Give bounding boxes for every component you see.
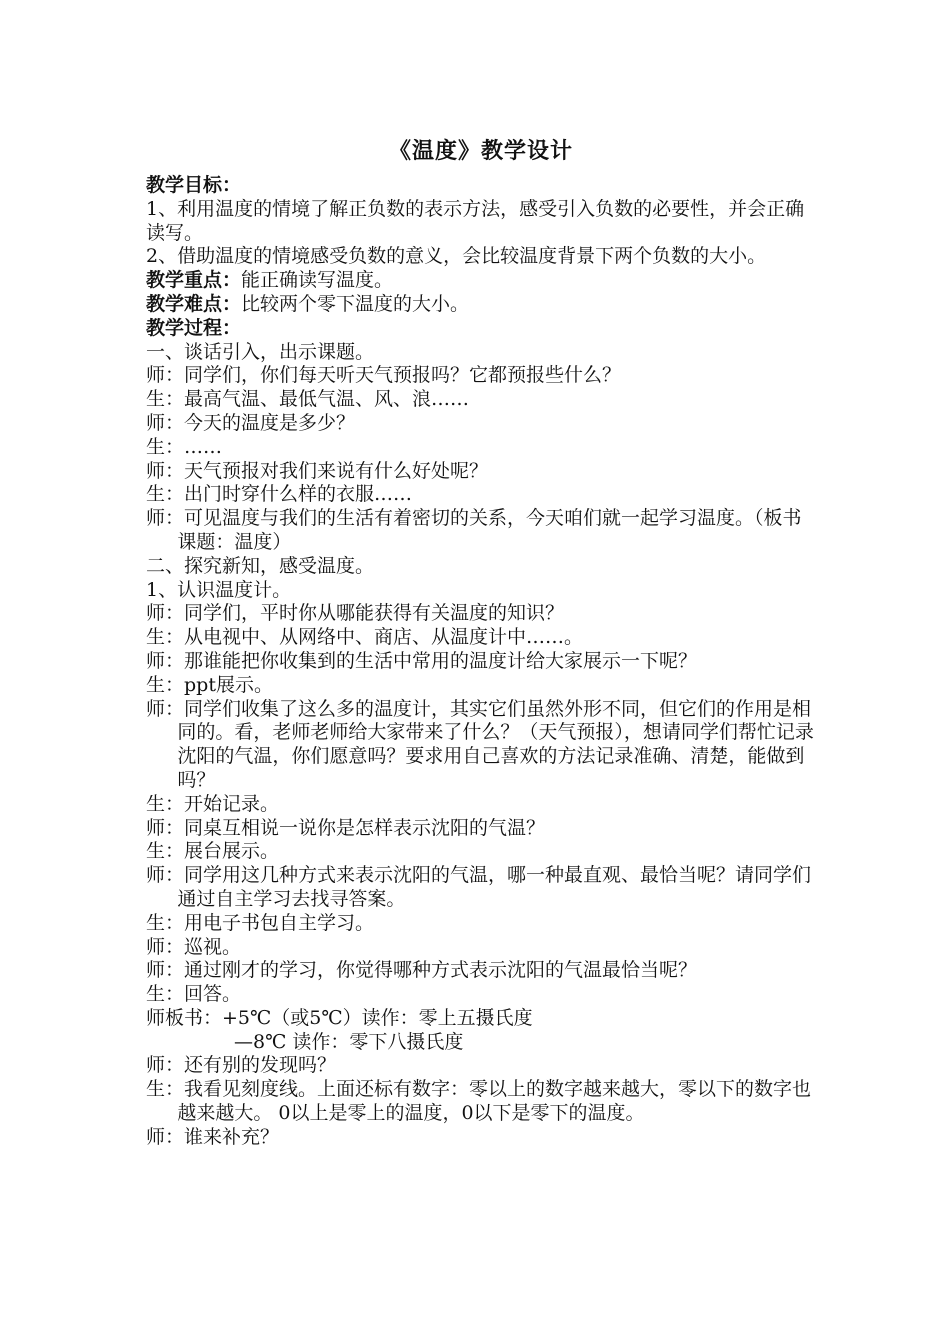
goals-heading: 教学目标： — [146, 174, 242, 196]
process-line: 师：可见温度与我们的生活有着密切的关系，今天咱们就一起学习温度。（板书课题：温度） — [146, 507, 802, 553]
process-line: 1、认识温度计。 — [146, 578, 292, 601]
process-line: 师：今天的温度是多少？ — [146, 411, 356, 434]
key-point — [146, 269, 816, 293]
process-line: 师：那谁能把你收集到的生活中常用的温度计给大家展示一下呢？ — [146, 649, 698, 672]
process-line: 师：谁来补充？ — [146, 1125, 280, 1148]
process-line: 生：ppt展示。 — [146, 673, 273, 696]
process-line: 师：还有别的发现吗？ — [146, 1054, 337, 1077]
process-line: 生：开始记录。 — [146, 792, 280, 815]
process-line: 师：同学用这几种方式来表示沈阳的气温，哪一种最直观、最恰当呢？请同学们通过自主学习去找寻答案。 — [146, 864, 812, 910]
process-line: 生：展台展示。 — [146, 840, 280, 863]
document-title: 《温度》教学设计 — [388, 138, 573, 164]
board-line-2: —8℃ 读作：零下八摄氏度 — [234, 1030, 464, 1053]
goal-item-1: 1、利用温度的情境了解正负数的表示方法，感受引入负数的必要性，并会正确读写。 — [146, 197, 805, 244]
process-line: 二、探究新知，感受温度。 — [146, 554, 375, 577]
process-line: 生：…… — [146, 435, 223, 458]
process-line: 生：回答。 — [146, 983, 242, 1006]
goal-item-2: 2、借助温度的情境感受负数的意义，会比较温度背景下两个负数的大小。 — [146, 245, 767, 268]
difficulty — [146, 293, 816, 317]
process-line: 师：同学们，你们每天听天气预报吗？它都预报些什么？ — [146, 364, 622, 387]
key-point-label: 教学重点： — [146, 269, 242, 292]
process-line: 师：通过刚才的学习，你觉得哪种方式表示沈阳的气温最恰当呢？ — [146, 959, 698, 982]
process-line: 师：同学们收集了这么多的温度计，其实它们虽然外形不同，但它们的作用是相同的。看，老师老师给大家带来了什么？（天气预报），想请同学们帮忙记录沈阳的气温，你们愿意吗？要求用自己喜欢的方法记录准确、清楚，能做到吗？ — [146, 697, 814, 791]
process-line: 师：天气预报对我们来说有什么好处呢？ — [146, 459, 489, 482]
difficulty-text: 比较两个零下温度的大小。 — [241, 292, 470, 315]
document-page — [146, 136, 816, 1150]
process-line: 师：同学们，平时你从哪能获得有关温度的知识？ — [146, 602, 565, 625]
difficulty-label: 教学难点： — [146, 292, 242, 315]
process-line: 一、谈话引入，出示课题。 — [146, 340, 375, 363]
key-point-text: 能正确读写温度。 — [241, 269, 394, 292]
board-line-1: 师板书：+5℃（或5℃）读作：零上五摄氏度 — [146, 1006, 533, 1029]
process-line: 生：我看见刻度线。上面还标有数字：零以上的数字越来越大，零以下的数字也越来越大。 0以上是零上的温度，0以下是零下的温度。 — [146, 1078, 812, 1125]
process-line: 生：最高气温、最低气温、风、浪…… — [146, 388, 470, 411]
process-line: 生：从电视中、从网络中、商店、从温度计中……。 — [146, 626, 584, 649]
process-line: 生：出门时穿什么样的衣服…… — [146, 483, 413, 506]
process-line: 师：同桌互相说一说你是怎样表示沈阳的气温？ — [146, 816, 546, 839]
process-line: 师：巡视。 — [146, 935, 242, 958]
process-line: 生：用电子书包自主学习。 — [146, 911, 375, 934]
process-heading: 教学过程： — [146, 316, 242, 339]
